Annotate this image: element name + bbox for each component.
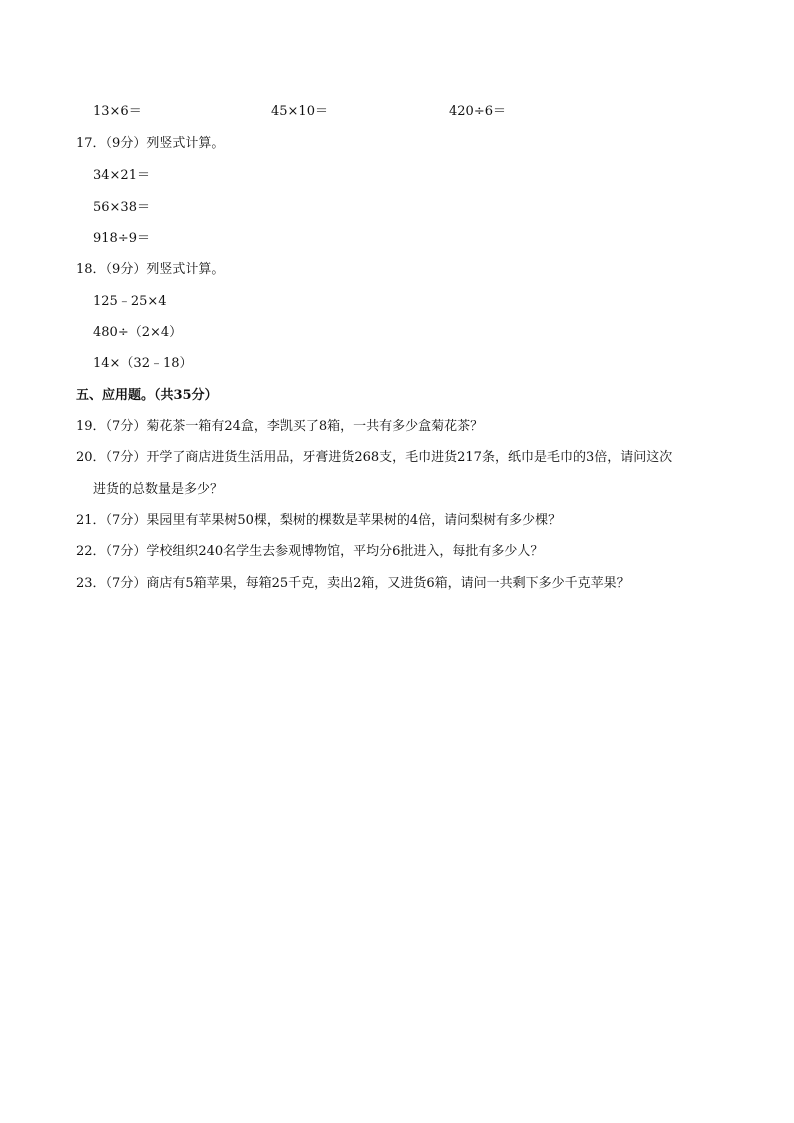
problem-20-cont: 进货的总数量是多少？ — [93, 482, 224, 497]
problem-21: 21．（7分）果园里有苹果树50棵，梨树的棵数是苹果树的4倍，请问梨树有多少棵？ — [76, 513, 562, 528]
q17-item-2: 56×38＝ — [93, 200, 150, 215]
problem-22: 22．（7分）学校组织240名学生去参观博物馆，平均分6批进入，每批有多少人？ — [76, 544, 544, 559]
q18-item-1: 125﹣25×4 — [93, 294, 167, 309]
q18-item-2: 480÷（2×4） — [93, 325, 183, 340]
q18-item-3: 14×（32﹣18） — [93, 356, 193, 371]
oral-calc-1: 13×6＝ — [93, 104, 142, 119]
q17-title: 17．（9分）列竖式计算。 — [76, 136, 225, 151]
q17-item-1: 34×21＝ — [93, 168, 150, 183]
problem-20: 20．（7分）开学了商店进货生活用品，牙膏进货268支，毛巾进货217条，纸巾是毛巾的3倍，请问这次 — [76, 450, 673, 465]
section5-title: 五、应用题。（共35分） — [76, 388, 218, 403]
problem-19: 19．（7分）菊花茶一箱有24盒，李凯买了8箱，一共有多少盒菊花茶？ — [76, 419, 484, 434]
problem-23: 23．（7分）商店有5箱苹果，每箱25千克，卖出2箱，又进货6箱，请问一共剩下多少千克苹果？ — [76, 576, 630, 591]
oral-calc-3: 420÷6＝ — [449, 104, 506, 119]
oral-calc-2: 45×10＝ — [271, 104, 328, 119]
q17-item-3: 918÷9＝ — [93, 231, 150, 246]
q18-title: 18．（9分）列竖式计算。 — [76, 262, 225, 277]
